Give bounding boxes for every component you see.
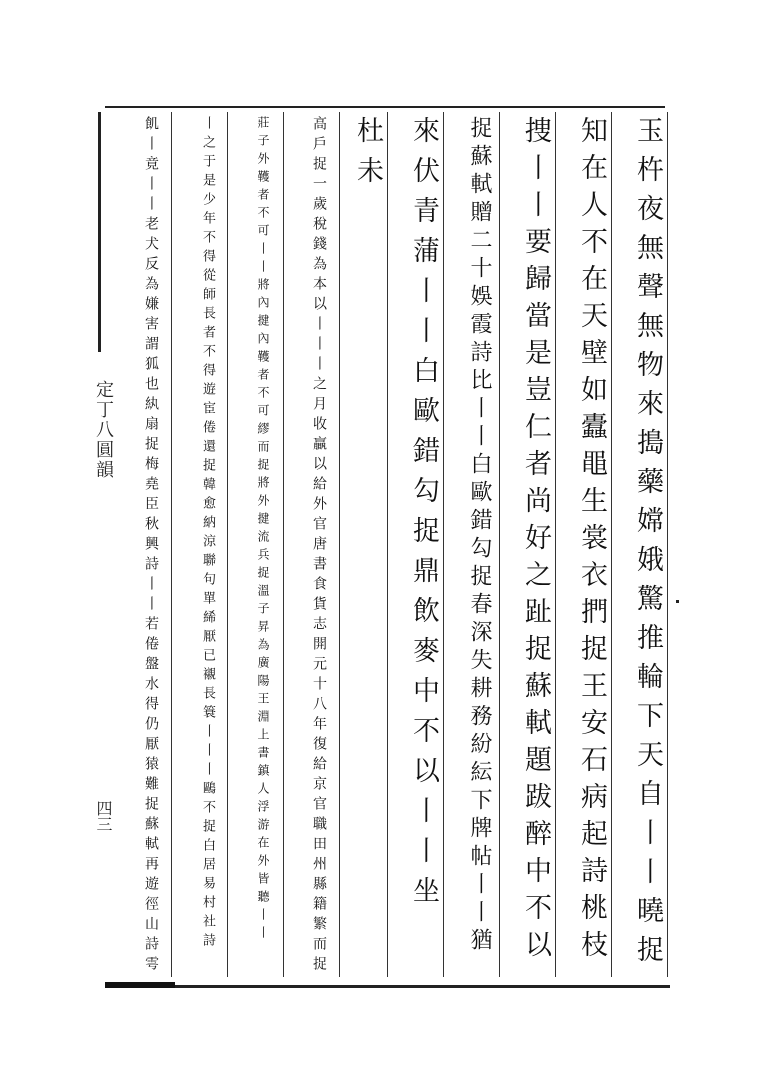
bottom-border-mark (105, 982, 175, 988)
margin-dot (676, 600, 679, 603)
text-frame (108, 112, 668, 977)
text-column-7 (284, 112, 340, 977)
margin-label: 定丁八圓韻 (93, 380, 114, 480)
text-column-3 (500, 112, 556, 977)
column-text: 捜丨丨要歸當是豈仁者尚好之趾捉蘇軾題跋醉中不以 (520, 116, 551, 967)
page-number: 四三 (94, 800, 113, 832)
text-column-10 (116, 112, 172, 977)
column-text: 捉蘇軾贈二十娛霞詩比丨丨白歐錯勾捉春深失耕務紛紜下牌帖丨丨猶 (467, 116, 492, 956)
column-text: 莊子外韄者不可丨丨將內揵內韄者不可繆而捉將外揵流兵捉溫子昇為廣陽王淵上書鎮人浮游在外皆聽丨丨 (256, 116, 270, 944)
column-text: 玉杵夜無聲無物來搗藥嫦娥驚推輪下天自丨丨曉捉 (632, 116, 663, 974)
text-column-9 (172, 112, 228, 977)
column-text: 來伏青蒲丨丨白歐錯勾捉鼎飲麥中不以丨丨坐 (408, 116, 439, 916)
text-column-5 (388, 112, 444, 977)
margin-bar (98, 112, 101, 352)
bottom-border (105, 985, 670, 988)
text-column-6 (340, 112, 388, 977)
top-border (105, 106, 665, 108)
text-column-2 (556, 112, 612, 977)
column-text: 飢丨竟丨丨老犬反為嫌害謂狐也紈扇捉梅堯臣秋興詩丨丨若倦盤水得仍厭猿難捉蘇軾再遊徑山詩雩 (143, 116, 159, 976)
text-column-4 (444, 112, 500, 977)
text-column-1 (612, 112, 668, 977)
column-text: 知在人不在天壁如蠹黽生裳衣捫捉王安石病起詩桃枝 (576, 116, 607, 967)
text-column-8 (228, 112, 284, 977)
column-text: 丨之于是少年不得從師長者不得遊宦倦還捉韓愈納涼聯句單絺厭已襯長簑丨丨丨鷗不捉白居易村社詩 (200, 116, 215, 952)
column-text: 高戶捉一歲稅錢為本以丨丨丨之月收贏以給外官唐書食貨志開元十八年復給京官職田州縣籍繁而捉 (311, 116, 327, 976)
column-text: 杜未 (352, 116, 383, 196)
